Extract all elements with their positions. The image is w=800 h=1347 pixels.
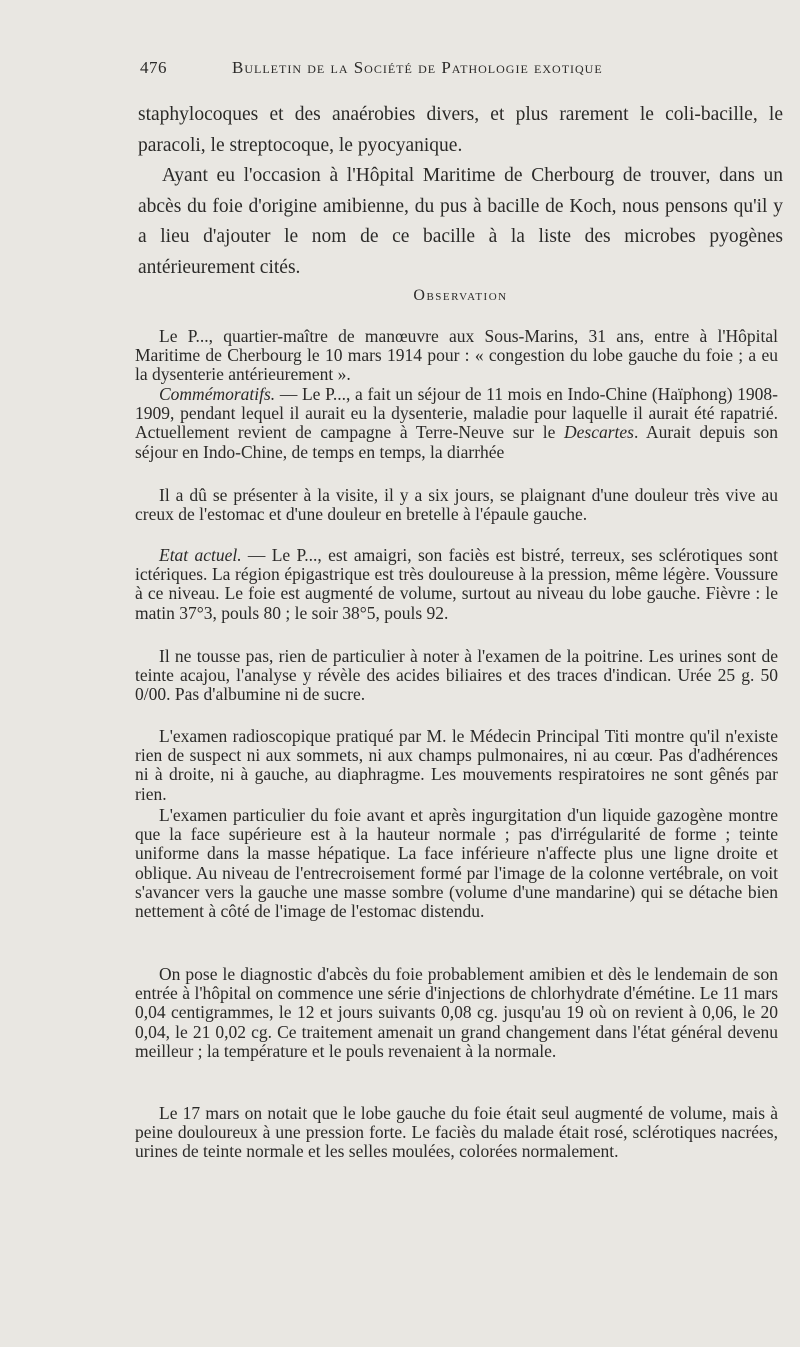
commemoratifs-text-end: . Aurait depuis son séjour en Indo-Chine, de temps en temps, la diarrhée xyxy=(135,422,778,462)
observation-paragraph-8: On pose le diagnostic d'abcès du foie probablement amibien et dès le lendemain de son entrée à l'hôpital on commence une série d'injections de chlorhydrate d'émétine. Le 11 mars 0,04 centigrammes, le 12 et jours suivants 0,08 cg. jusqu'au 19 où on revient à 0,06, le 20 0,04, le 21 0,02 cg. Ce traitement amenait un grand changement dans l'état général devenu meilleur ; la température et le pouls revenaient à la normale. xyxy=(135,964,778,1061)
intro-paragraph-1: staphylocoques et des anaérobies divers, et plus rarement le coli-bacille, le paracoli, le streptocoque, le pyocyanique. xyxy=(138,104,783,156)
observation-paragraph-4 xyxy=(135,546,778,623)
intro-paragraph-2: Ayant eu l'occasion à l'Hôpital Maritime de Cherbourg de trouver, dans un abcès du foie d'origine amibienne, du pus à bacille de Koch, nous pensons qu'il y a lieu d'ajouter le nom de ce bacille à la liste des microbes pyogènes antérieurement cités. xyxy=(138,165,783,278)
observation-paragraph-9: Le 17 mars on notait que le lobe gauche du foie était seul augmenté de volume, mais à peine douloureux à une pression forte. Le faciès du malade était rosé, sclérotiques nacrées, urines de teinte normale et les selles moulées, colorées normalement. xyxy=(135,1103,778,1162)
commemoratifs-text: — Le P..., a fait un séjour de 11 mois en Indo-Chine (Haïphong) 1908-1909, pendant lequel il aurait eu la dysenterie, maladie pour laquelle il aurait été rapatrié. Actuellement revient de campagne à Terre-Neuve sur le xyxy=(135,384,778,443)
observation-paragraph-5: Il ne tousse pas, rien de particulier à noter à l'examen de la poitrine. Les urines sont de teinte acajou, l'analyse y révèle des acides biliaires et des traces d'indican. Urée 25 g. 50 0/00. Pas d'albumine ni de sucre. xyxy=(135,646,778,705)
page-number: 476 xyxy=(140,58,167,77)
commemoratifs-label: Commémoratifs. xyxy=(159,384,276,404)
ship-name: Descartes xyxy=(564,422,634,443)
observation-paragraph-7: L'examen particulier du foie avant et après ingurgitation d'un liquide gazogène montre que la face supérieure est à la hauteur normale ; pas d'irrégularité de forme ; teinte uniforme dans la masse hépatique. La face inférieure n'affecte plus une ligne droite et oblique. Au niveau de l'entrecroisement formé par l'image de la colonne vertébrale, on voit s'avancer vers la gauche une masse sombre (volume d'une mandarine) qui se détache bien nettement à côté de l'image de l'estomac distendu. xyxy=(135,805,778,922)
section-title: Observation xyxy=(413,287,508,304)
observation-paragraph-6: L'examen radioscopique pratiqué par M. le Médecin Principal Titi montre qu'il n'existe rien de suspect ni aux sommets, ni aux champs pulmonaires, ni au cœur. Pas d'adhérences ni à droite, ni à gauche, au diaphragme. Les mouvements respiratoires ne sont gênés par rien. xyxy=(135,726,778,804)
etat-actuel-label: Etat actuel. xyxy=(159,545,242,565)
running-title: Bulletin de la Société de Pathologie exotique xyxy=(232,58,603,77)
observation-paragraph-1: Le P..., quartier-maître de manœuvre aux Sous-Marins, 31 ans, entre à l'Hôpital Maritime de Cherbourg le 10 mars 1914 pour : « congestion du lobe gauche du foie ; a eu la dysenterie antérieurement ». xyxy=(135,326,778,385)
observation-paragraph-3: Il a dû se présenter à la visite, il y a six jours, se plaignant d'une douleur très vive au creux de l'estomac et d'une douleur en bretelle à l'épaule gauche. xyxy=(135,485,778,525)
observation-paragraph-2 xyxy=(135,385,778,462)
running-header xyxy=(140,58,700,84)
etat-actuel-text: — Le P..., est amaigri, son faciès est bistré, terreux, ses sclérotiques sont ictériques. La région épigastrique est très douloureuse à la pression, même légère. Voussure à ce niveau. Le foie est augmenté de volume, surtout au niveau du lobe gauche. Fièvre : le matin 37°3, pouls 80 ; le soir 38°5, pouls 92. xyxy=(135,545,778,623)
